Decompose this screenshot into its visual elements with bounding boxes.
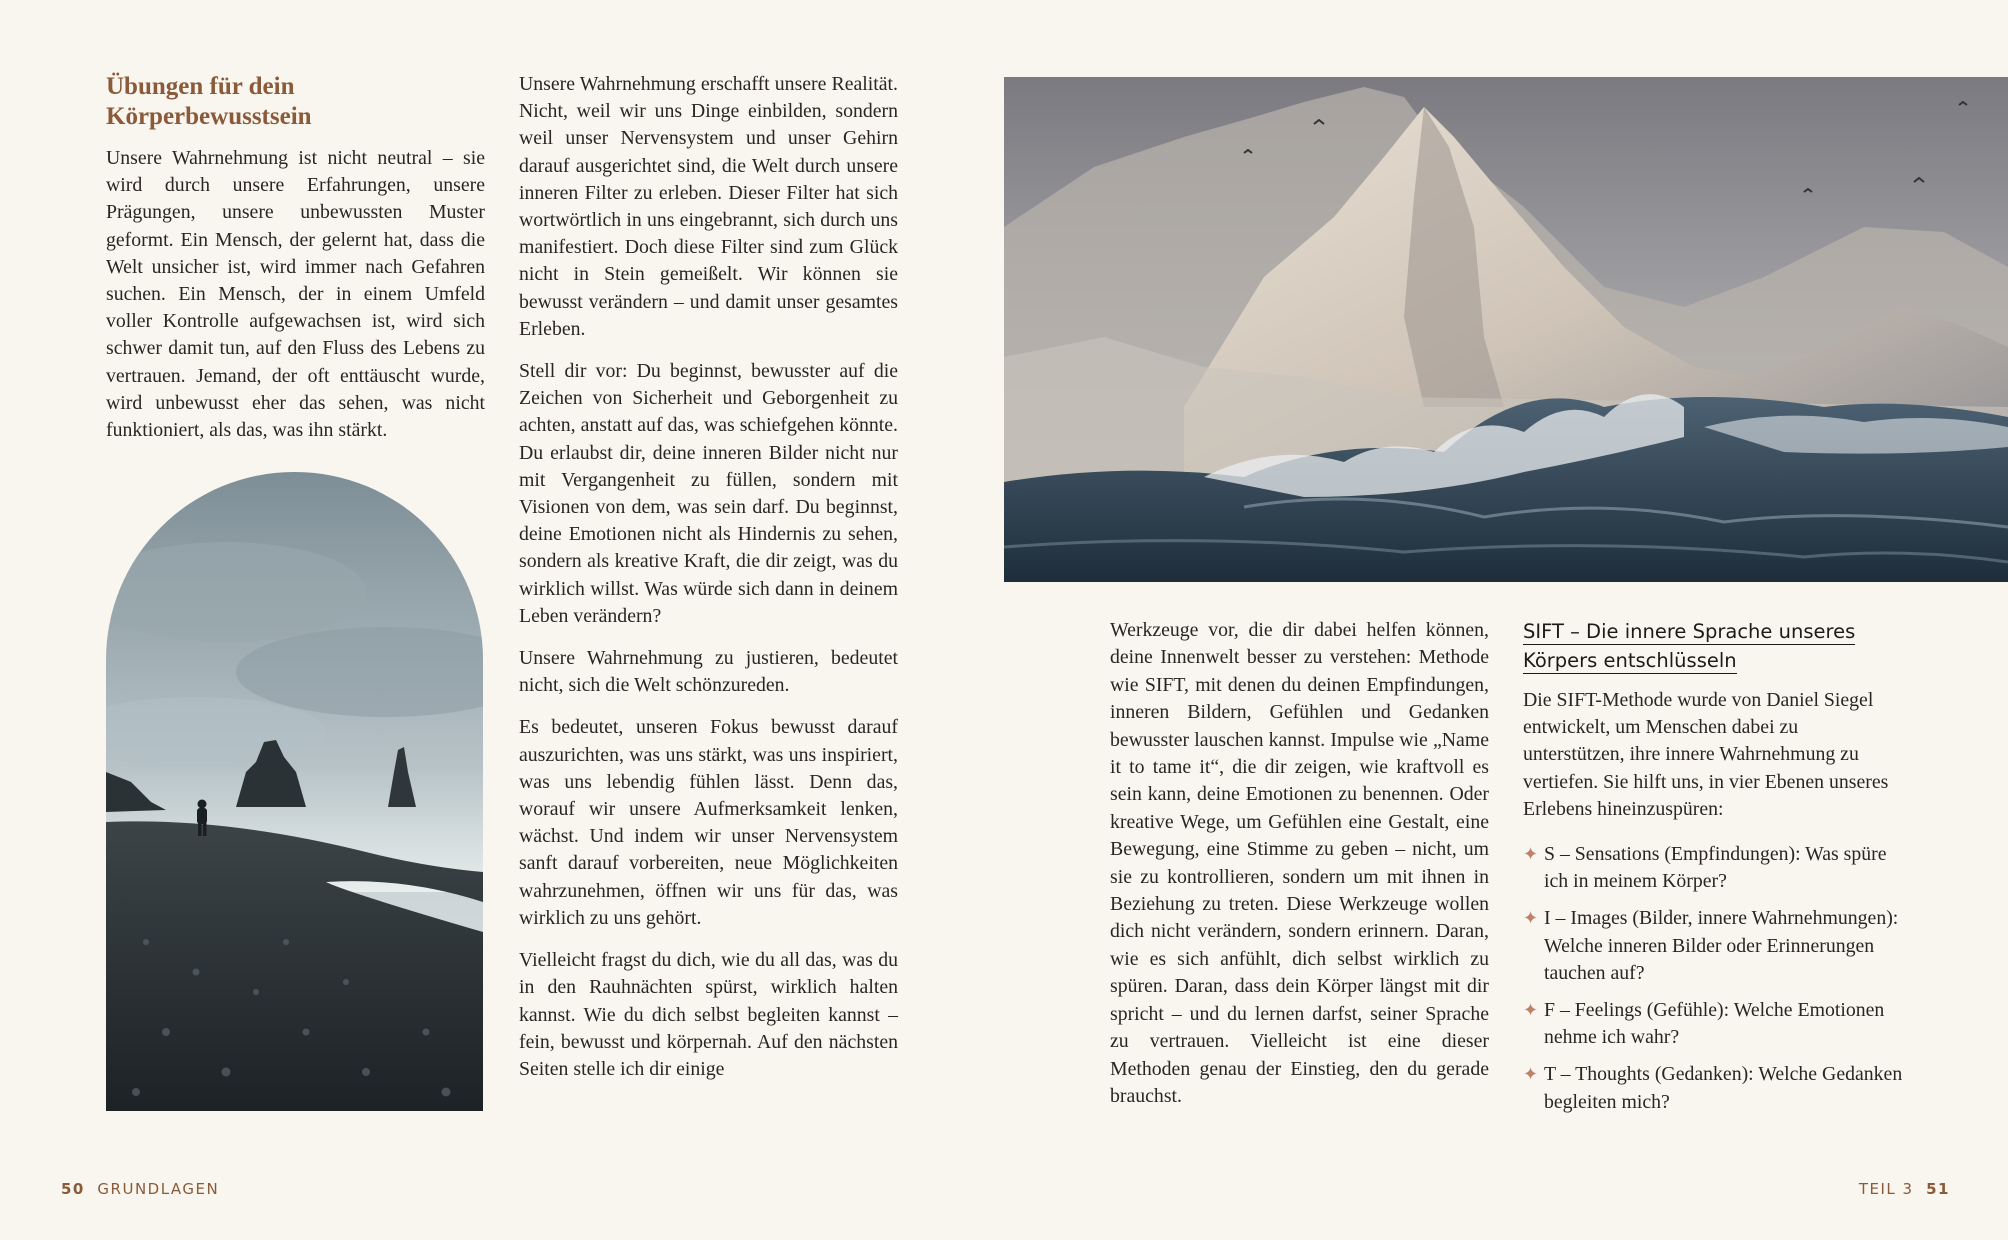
sift-heading-line1: SIFT – Die innere Sprache unseres [1523, 620, 1856, 643]
footer-right [1859, 1180, 1950, 1198]
paragraph: Werkzeuge vor, die dir dabei helfen können, deine Innenwelt besser zu verstehen: Methode wie SIFT, mit denen du deinen Empfindungen, inneren Bildern, Gefühlen und Gedanken bewusster lauschen kannst. Impulse wie „Name it to tame it“, die dir zeigen, wie kraftvoll es sein kann, deine Emotionen zu benennen. Oder kreative Wege, um Gefühlen eine Gestalt, eine Bewegung, eine Stimme zu geben – nicht, um sie zu kontrollieren, sondern um mit ihnen in Beziehung zu treten. Diese Werkzeuge wollen dich nicht verändern, sondern erinnern. Daran, wie es sich anfühlt, dich selbst wirklich zu spüren. Daran, dass dein Körper längst mit dir spricht – und du lernen darfst, seiner Sprache zu vertrauen. Vielleicht ist eine dieser Methoden genau der Einstieg, den du gerade brauchst. [1110, 619, 1489, 1107]
list-item-text: S – Sensations (Empfindungen): Was spüre ich in meinem Körper? [1544, 843, 1887, 893]
list-item-text: T – Thoughts (Gedanken): Welche Gedanken begleiten mich? [1544, 1063, 1903, 1113]
page-number: 50 [61, 1180, 85, 1198]
section-heading: Übungen für dein Körperbewusstsein [106, 73, 312, 130]
list-item [1523, 905, 1903, 987]
mountain-illustration [1004, 77, 2008, 582]
list-item [1523, 841, 1903, 895]
four-point-star-icon: ✦ [1523, 844, 1539, 865]
list-item [1523, 997, 1903, 1051]
paragraph: Es bedeutet, unseren Fokus bewusst darauf auszurichten, was uns stärkt, was uns inspiriert, was uns lebendig fühlen lässt. Denn das, worauf wir unsere Aufmerksamkeit lenken, wächst. Und indem wir unser Nervensystem sanft darauf vorbereiten, neue Möglichkeiten wahrzunehmen, öffnen wir uns für das, was wirklich zu uns gehört. [519, 716, 898, 929]
sift-intro: Die SIFT-Methode wurde von Daniel Siegel entwickelt, um Menschen dabei zu unterstützen, ihre innere Wahrnehmung zu vertiefen. Sie hilft uns, in vier Ebenen unseres Erlebens hineinzuspüren: [1523, 689, 1889, 820]
beach-illustration [106, 472, 483, 1111]
right-column-2 [1523, 617, 1903, 1126]
list-item-text: I – Images (Bilder, innere Wahrnehmungen): Welche inneren Bilder oder Erinnerungen tauchen auf? [1544, 907, 1899, 984]
right-column-1 [1110, 617, 1489, 1125]
sift-list [1523, 841, 1903, 1116]
beach-arch-photo [106, 472, 483, 1111]
paragraph: Unsere Wahrnehmung erschafft unsere Realität. Nicht, weil wir uns Dinge einbilden, sondern weil unser Nervensystem und unser Gehirn darauf ausgerichtet sind, die Welt durch unsere inneren Filter zu erleben. Dieser Filter hat sich wortwörtlich in uns eingebrannt, sich durch uns manifestiert. Doch diese Filter sind zum Glück nicht in Stein gemeißelt. Wir können sie bewusst verändern – und damit unser gesamtes Erleben. [519, 73, 898, 340]
paragraph: Stell dir vor: Du beginnst, bewusster auf die Zeichen von Sicherheit und Geborgenheit zu achten, anstatt auf das, was schiefgehen könnte. Du erlaubst dir, deine inneren Bilder nicht nur mit Vergangenheit zu füllen, sondern mit Visionen von dem, was sein darf. Du beginnst, deine Emotionen nicht als Hindernis zu sehen, sondern als kreative Kraft, die dir zeigt, was du wirklich willst. Was würde sich dann in deinem Leben verändern? [519, 360, 898, 627]
mountain-sea-photo [1004, 77, 2008, 582]
sift-heading [1523, 617, 1903, 675]
running-title: TEIL 3 [1858, 1180, 1914, 1198]
left-column-1 [106, 145, 485, 459]
page-number: 51 [1926, 1180, 1950, 1198]
four-point-star-icon: ✦ [1523, 908, 1539, 929]
footer-left [61, 1180, 219, 1198]
four-point-star-icon: ✦ [1523, 1064, 1539, 1085]
list-item [1523, 1061, 1903, 1115]
running-title: GRUNDLAGEN [97, 1180, 220, 1198]
paragraph: Unsere Wahrnehmung ist nicht neutral – sie wird durch unsere Erfahrungen, unsere Prägungen, unsere unbewussten Muster geformt. Ein Mensch, der gelernt hat, dass die Welt unsicher ist, wird immer nach Gefahren suchen. Ein Mensch, der in einem Umfeld voller Kontrolle aufgewachsen ist, wird sich schwer damit tun, auf den Fluss des Lebens zu vertrauen. Jemand, der oft enttäuscht wurde, wird unbewusst eher das sehen, was nicht funktioniert, als das, was ihn stärkt. [106, 147, 485, 442]
paragraph: Vielleicht fragst du dich, wie du all das, was du in den Rauhnächten spürst, wirklich halten kannst. Wie du dich selbst begleiten kannst – fein, bewusst und körpernah. Auf den nächsten Seiten stelle ich dir einige [519, 949, 898, 1080]
paragraph: Unsere Wahrnehmung zu justieren, bedeutet nicht, sich die Welt schönzureden. [519, 647, 898, 697]
four-point-star-icon: ✦ [1523, 1000, 1539, 1021]
left-column-2 [519, 71, 898, 1098]
sift-heading-line2: Körpers entschlüsseln [1523, 649, 1737, 672]
list-item-text: F – Feelings (Gefühle): Welche Emotionen nehme ich wahr? [1544, 999, 1885, 1049]
